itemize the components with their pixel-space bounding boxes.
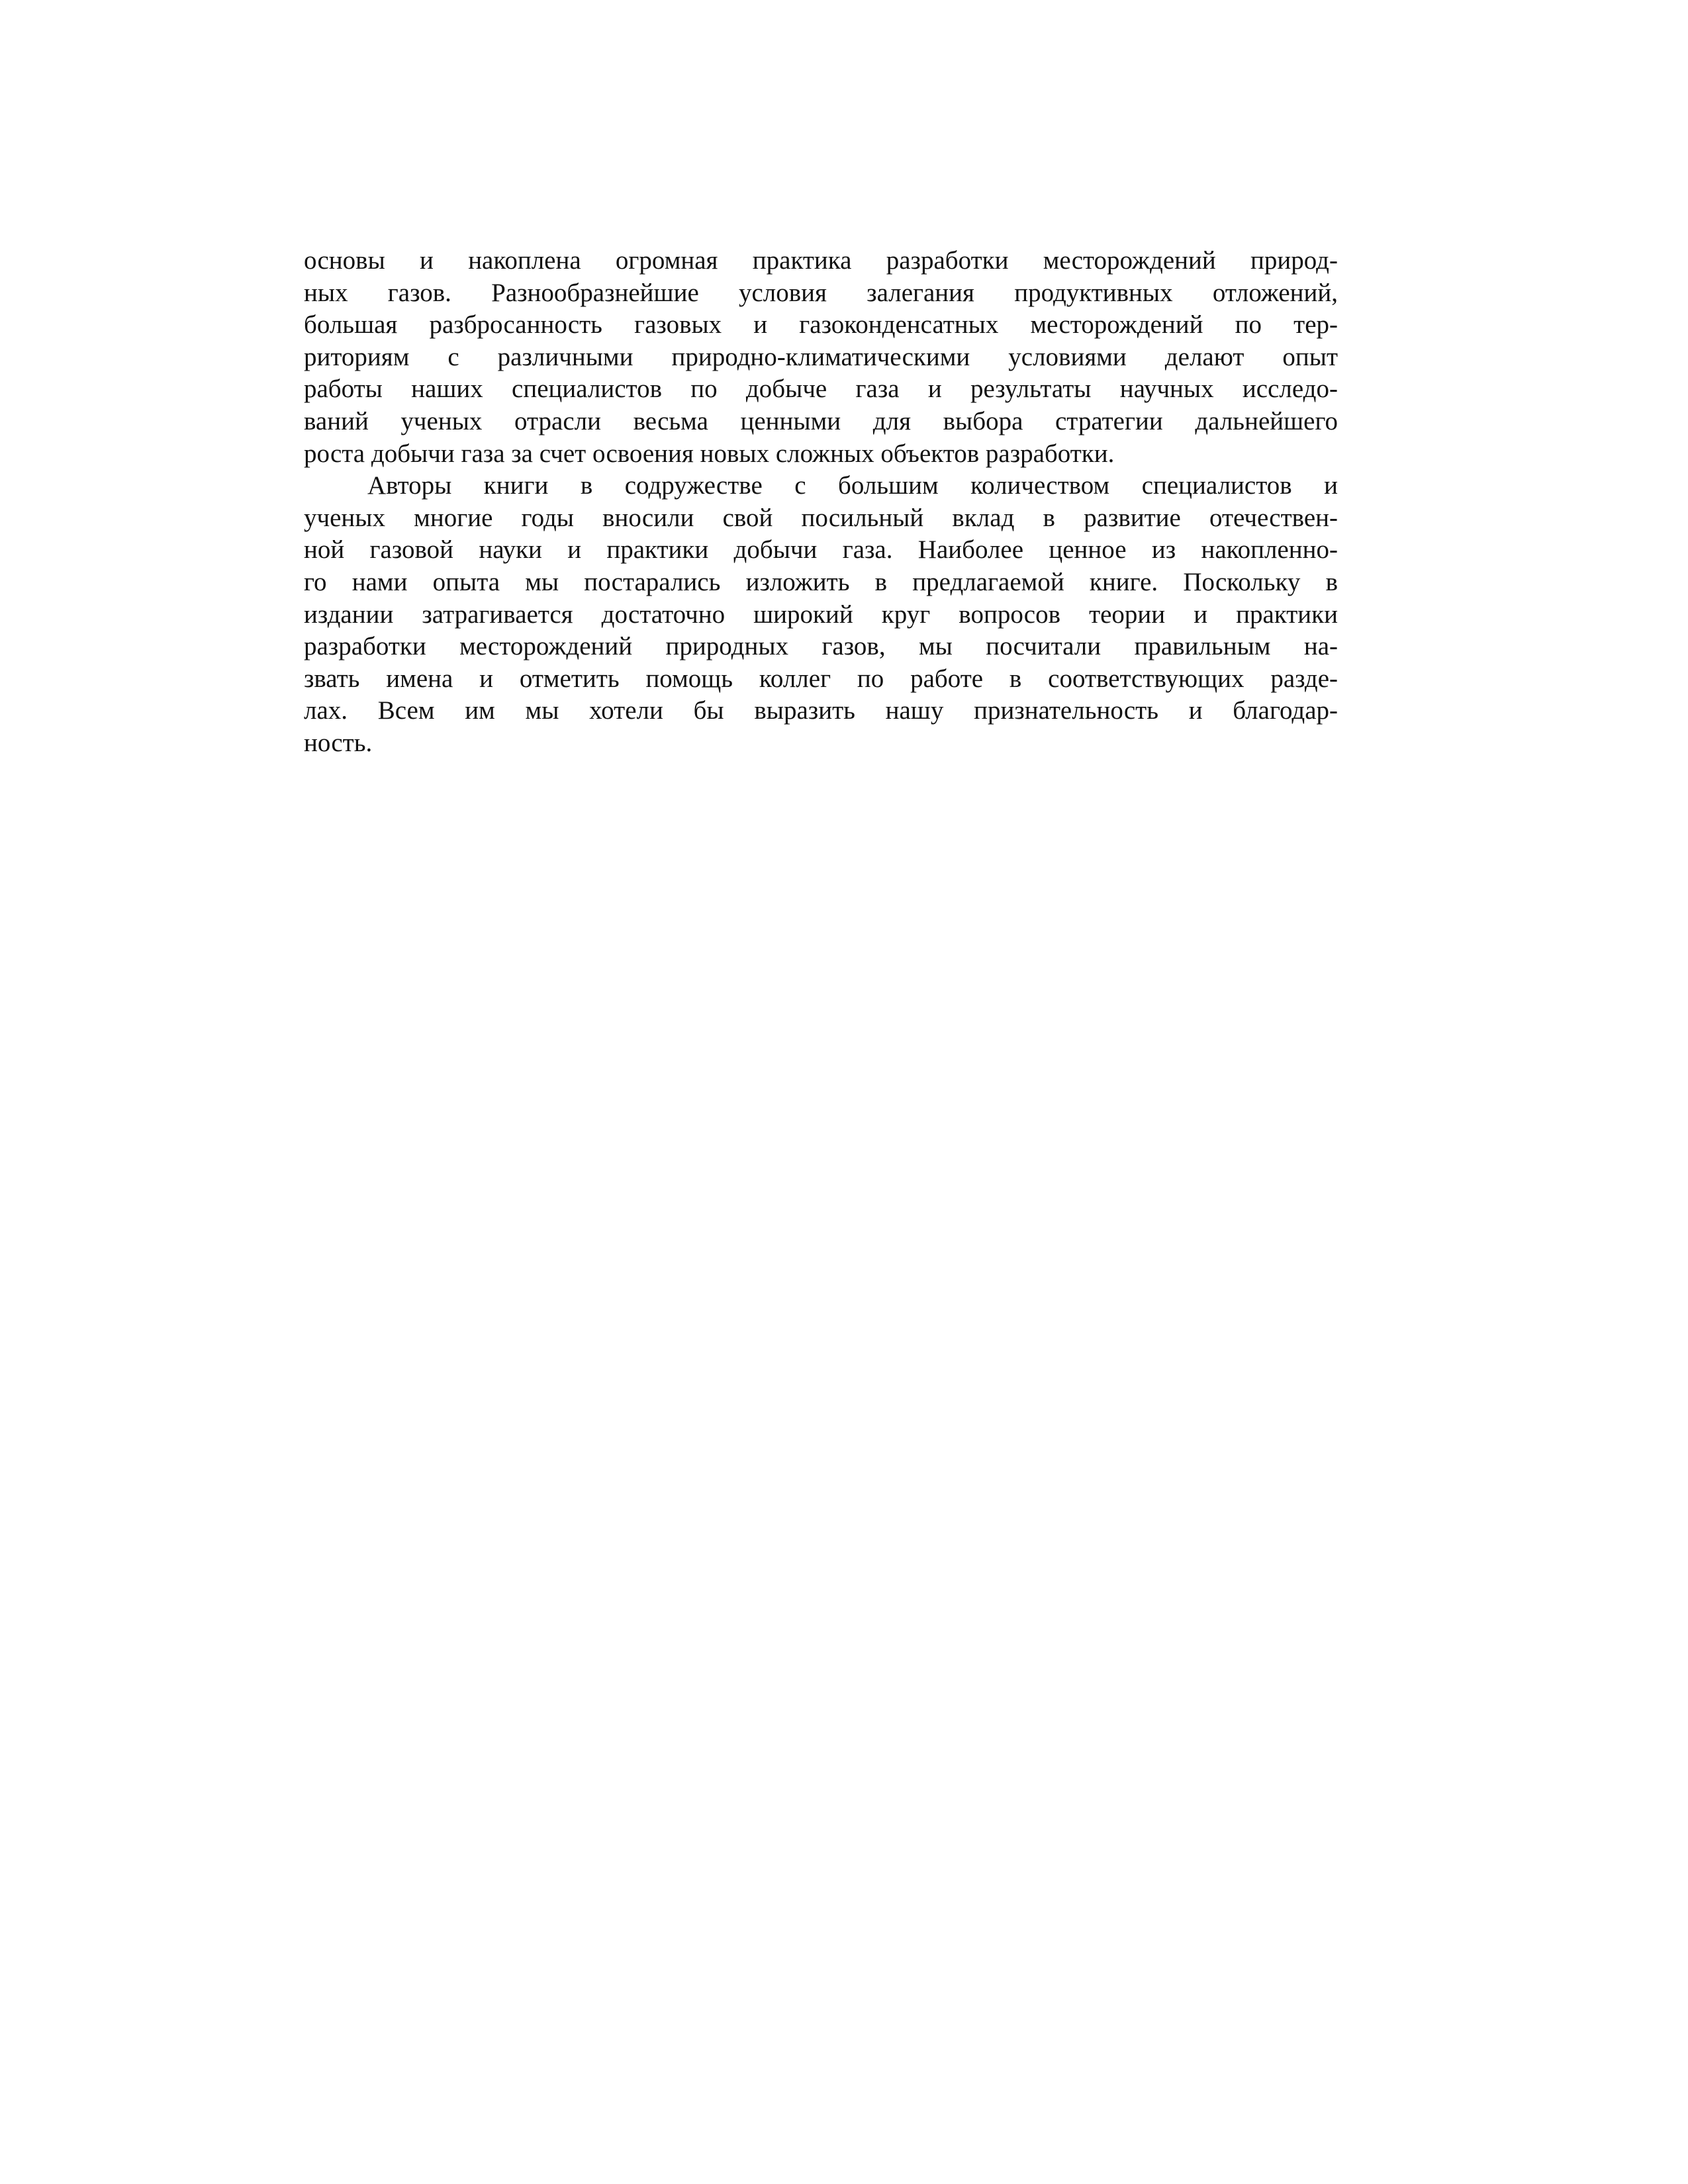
text-line: ваний ученых отрасли весьма ценными для выбора стратегии дальнейшего: [304, 406, 1338, 435]
paragraph: [304, 470, 1338, 759]
text-line: ных газов. Разнообразнейшие условия залегания продуктивных отложений,: [304, 278, 1338, 307]
text-line: Авторы книги в содружестве с большим количеством специалистов и: [367, 471, 1338, 500]
text-line: большая разбросанность газовых и газоконденсатных месторождений по тер-: [304, 310, 1338, 340]
text-line: работы наших специалистов по добыче газа и результаты научных исследо-: [304, 375, 1338, 404]
text-line: издании затрагивается достаточно широкий круг вопросов теории и практики: [304, 600, 1338, 629]
text-line: го нами опыта мы постарались изложить в предлагаемой книге. Поскольку в: [304, 567, 1338, 596]
paragraph: [304, 245, 1338, 470]
text-line: ность.: [304, 728, 373, 757]
text-line: риториям с различными природно-климатическими условиями делают опыт: [304, 342, 1338, 371]
text-line: ной газовой науки и практики добычи газа. Наиболее ценное из накопленно-: [304, 535, 1338, 565]
body-text: [304, 245, 1338, 760]
text-line: ученых многие годы вносили свой посильный вклад в развитие отечествен-: [304, 503, 1338, 532]
text-line: разработки месторождений природных газов, мы посчитали правильным на-: [304, 632, 1338, 661]
text-line: роста добычи газа за счет освоения новых сложных объектов разработки.: [304, 439, 1115, 468]
text-line: лах. Всем им мы хотели бы выразить нашу признательность и благодар-: [304, 696, 1338, 725]
text-line: основы и накоплена огромная практика разработки месторождений природ-: [304, 246, 1338, 275]
text-line: звать имена и отметить помощь коллег по работе в соответствующих разде-: [304, 664, 1338, 693]
